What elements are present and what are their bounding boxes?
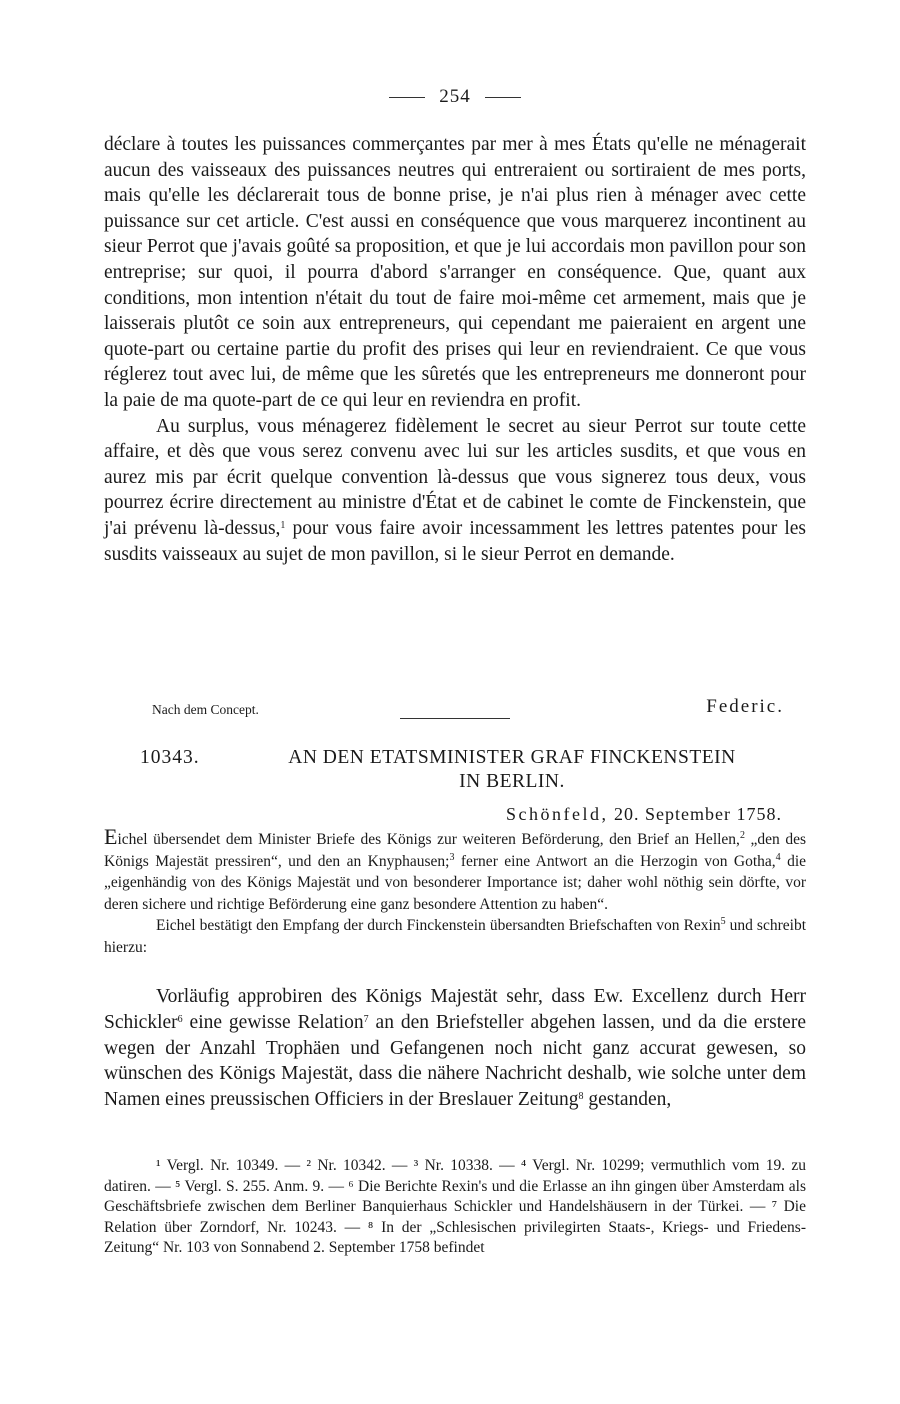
footnote-ref-3: 3 — [449, 851, 455, 863]
summary-text-e: Eichel bestätigt den Empfang der durch Finckenstein übersandten Briefschaften von Rexin — [156, 917, 721, 934]
source-note: Nach dem Concept. — [152, 702, 259, 717]
footnote-block: ¹ Vergl. Nr. 10349. — ² Nr. 10342. — ³ Nr. 10338. — ⁴ Vergl. Nr. 10299; vermuthlich vom 19. zu datiren. — ⁵ Vergl. S. 255. Anm. 9. — ⁶ Die Berichte Rexin's und die Erlasse an ihn gingen über Amsterdam als Geschäftsbriefe zwischen dem Berliner Banquierhaus Schickler und Handelshäusern in der Türkei. — ⁷ Die Relation über Zorndorf, Nr. 10243. — ⁸ In der „Schlesischen privilegirten Staats-, Kriegs- und Friedens-Zeitung“ Nr. 103 von Sonnabend 2. September 1758 befindet — [104, 1157, 806, 1256]
document-title — [232, 746, 792, 794]
page-number — [104, 86, 806, 108]
page-number-dash-left — [389, 97, 425, 98]
editorial-summary — [104, 826, 806, 958]
summary-text-b: „den des Königs Majestät pressiren“, und den an Knyphausen; — [104, 831, 807, 870]
body-paragraph-2-text-b: pour vous faire avoir incessamment les lettres patentes pour les susdits vaisseaux au sujet de mon pavillon, si le sieur Perrot en demande. — [104, 517, 806, 565]
signature: Federic. — [706, 696, 784, 717]
letter-text — [104, 984, 806, 1113]
letter-paragraph — [104, 984, 806, 1113]
footnote-ref-1: 1 — [280, 519, 286, 531]
section-divider — [400, 718, 510, 719]
footnote-ref-6: 6 — [177, 1013, 183, 1025]
summary-text-a: ichel übersendet dem Minister Briefe des Königs zur weiteren Beförderung, den Brief an Hellen, — [117, 831, 740, 848]
page-number-dash-right — [485, 97, 521, 98]
summary-initial: E — [104, 824, 118, 849]
summary-text-c: ferner eine Antwort an die Herzogin von Gotha, — [454, 852, 776, 870]
body-paragraph-1: déclare à toutes les puissances commerçantes par mer à mes États qu'elle ne ménagerait aucun des vaisseaux des puissances neutres qui entreraient ou sortiraient de mes ports, mais qu'elle les déclarerait tous de bonne prise, je n'ai plus rien à ménager avec cette puissance sur cet article. C'est aussi en conséquence que vous marquerez incontinent au sieur Perrot que j'avais goûté sa proposition, et que je lui accordais mon pavillon pour son entreprise; sur quoi, il pourra d'abord s'arranger en conséquence. Que, quant aux conditions, mon intention n'était du tout de faire moi-même cet armement, mais que je laisserais plutôt ce soin aux entrepreneurs, qui cependant me paieraient en argent une quote-part ou certaine partie du profit des prises qui leur en reviendraient. Ce que vous réglerez tout avec lui, de même que les sûretés que les entrepreneurs me donneront pour la paie de ma quote-part de ce qui leur en reviendra en profit. — [104, 134, 806, 411]
dateline-date: 20. September 1758. — [608, 804, 782, 824]
document-title-line-1: AN DEN ETATSMINISTER GRAF FINCKENSTEIN — [288, 747, 736, 768]
document-title-line-2: IN BERLIN. — [459, 771, 565, 792]
letter-text-a: Vorläufig approbiren des Königs Majestät sehr, dass Ew. Excellenz durch Herr Schickler — [104, 986, 806, 1033]
footnote-ref-7: 7 — [363, 1013, 369, 1025]
letter-body-continued — [104, 132, 806, 567]
footnote-ref-2: 2 — [739, 830, 745, 841]
summary-paragraph-2 — [104, 915, 806, 958]
body-paragraph-2-text-a: Au surplus, vous ménagerez fidèlement le secret au sieur Perrot sur toute cette affaire, et dès que vous serez convenu avec lui sur les articles susdits, et que vous en aurez mis par écrit quelque convention là-dessus que vous signerez tous deux, vous pourrez écrire directement au ministre d'État et de cabinet le comte de Finckenstein, que j'ai prévenu là-dessus, — [104, 415, 806, 539]
page-number-text: 254 — [439, 86, 471, 107]
summary-text-f: und schreibt hierzu: — [104, 917, 806, 956]
dateline — [506, 804, 782, 825]
footnote-ref-8: 8 — [578, 1091, 584, 1103]
body-paragraph-2 — [104, 414, 806, 568]
source-and-signature — [104, 696, 806, 720]
document-number: 10343. — [140, 747, 200, 768]
summary-paragraph-1 — [104, 826, 806, 915]
footnotes — [104, 1156, 806, 1259]
dateline-place: Schönfeld, — [506, 804, 609, 824]
footnote-ref-5: 5 — [720, 916, 726, 927]
footnote-ref-4: 4 — [775, 851, 781, 863]
letter-text-b: eine gewisse Relation — [182, 1011, 364, 1033]
letter-text-d: gestanden, — [583, 1089, 672, 1111]
letter-text-c: an den Briefsteller abgehen lassen, und da die erstere wegen der Anzahl Trophäen und Gefangenen noch nicht ganz accurat gewesen, so wünschen des Königs Majestät, dass die nähere Nachricht deshalb, wie solche unter dem Namen eines preussischen Officiers in der Breslauer Zeitung — [104, 1011, 806, 1111]
summary-text-d: die „eigenhändig von des Königs Majestät und von besonderer Importance ist; daher wohl nöthig sein dörfte, vor deren sichere und richtige Beförderung eine ganz besondere Attention zu haben“. — [104, 852, 807, 913]
